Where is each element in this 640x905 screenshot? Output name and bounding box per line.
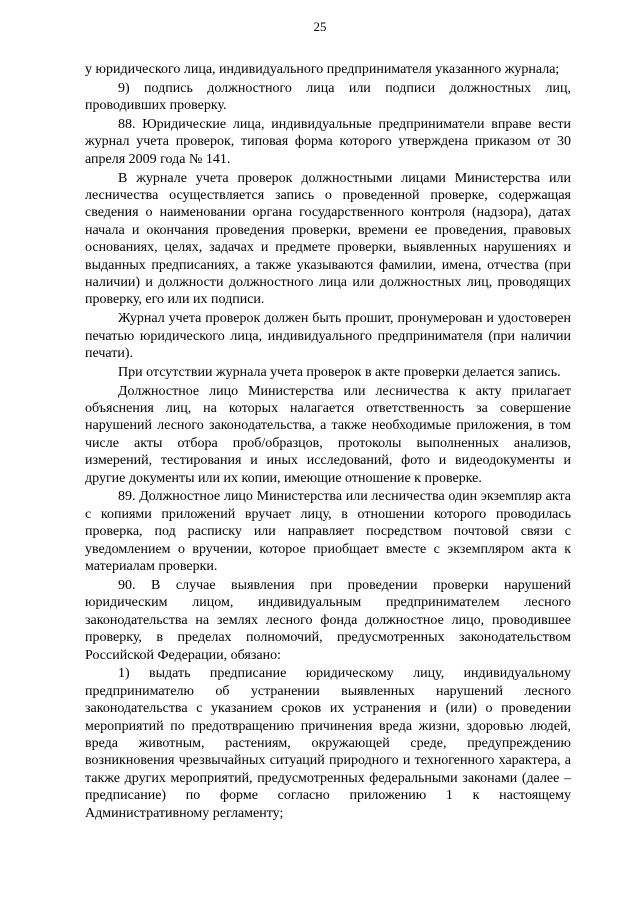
paragraph-item-9: 9) подпись должностного лица или подписи должностных лиц, проводивших проверку. — [85, 80, 571, 114]
page-number: 25 — [313, 19, 327, 34]
paragraph-item-1: 1) выдать предписание юридическому лицу, индивидуальному предпринимателю об устранении выявленных нарушений лесного законодательства с указанием сроков их устранения и (или) о проведении мероприятий по предотвращению причинения вреда жизни, здоровью людей, вреда животным, растениям, окружающей среде, предупреждению возникновения чрезвычайных ситуаций природного и техногенного характера, а также других мероприятий, предусмотренных федеральными законами (далее – предписание) по форме согласно приложению 1 к настоящему Административному регламенту; — [85, 666, 571, 821]
paragraph-attachments: Должностное лицо Министерства или лесничества к акту прилагает объяснения лиц, на которых налагается ответственность за совершение нарушений лесного законодательства, а также необходимые приложения, в том числе акты отбора проб/образцов, протоколы выполненных анализов, измерений, тестирования и иных исследований, фото и видеодокументы и другие документы или их копии, имеющие отношение к проверке. — [85, 383, 571, 486]
paragraph-journal-entry: В журнале учета проверок должностными лицами Министерства или лесничества осуществляется запись о проведенной проверке, содержащая сведения о наименовании органа государственного контроля (надзора), датах начала и окончания проведения проверки, времени ее проведения, правовых основаниях, целях, задачах и предмете проверки, выявленных нарушениях и выданных предписаниях, а также указываются фамилии, имена, отчества (при наличии) и должности должностного лица или должностных лиц, проводящих проверку, его или их подписи. — [85, 170, 571, 308]
paragraph-clause-88: 88. Юридические лица, индивидуальные предприниматели вправе вести журнал учета проверок, типовая форма которого утверждена приказом от 30 апреля 2009 года № 141. — [85, 117, 571, 167]
paragraph-continuation: у юридического лица, индивидуального предпринимателя указанного журнала; — [85, 62, 560, 77]
paragraph-journal-binding: Журнал учета проверок должен быть прошит, пронумерован и удостоверен печатью юридического лица, индивидуального предпринимателя (при наличии печати). — [85, 311, 571, 362]
document-body — [85, 61, 571, 823]
paragraph-clause-89: 89. Должностное лицо Министерства или лесничества один экземпляр акта с копиями приложений вручает лицу, в отношении которого проводилась проверка, под расписку или направляет посредством почтовой связи с уведомлением о вручении, которое приобщает вместе с экземпляром акта к материалам проверки. — [85, 489, 571, 575]
paragraph-clause-90: 90. В случае выявления при проведении проверки нарушений юридическим лицом, индивидуальным предпринимателем лесного законодательства на землях лесного фонда должностное лицо, проводившее проверку, в пределах полномочий, предусмотренных законодательством Российской Федерации, обязано: — [85, 577, 571, 663]
paragraph-no-journal: При отсутствии журнала учета проверок в акте проверки делается запись. — [118, 364, 561, 380]
